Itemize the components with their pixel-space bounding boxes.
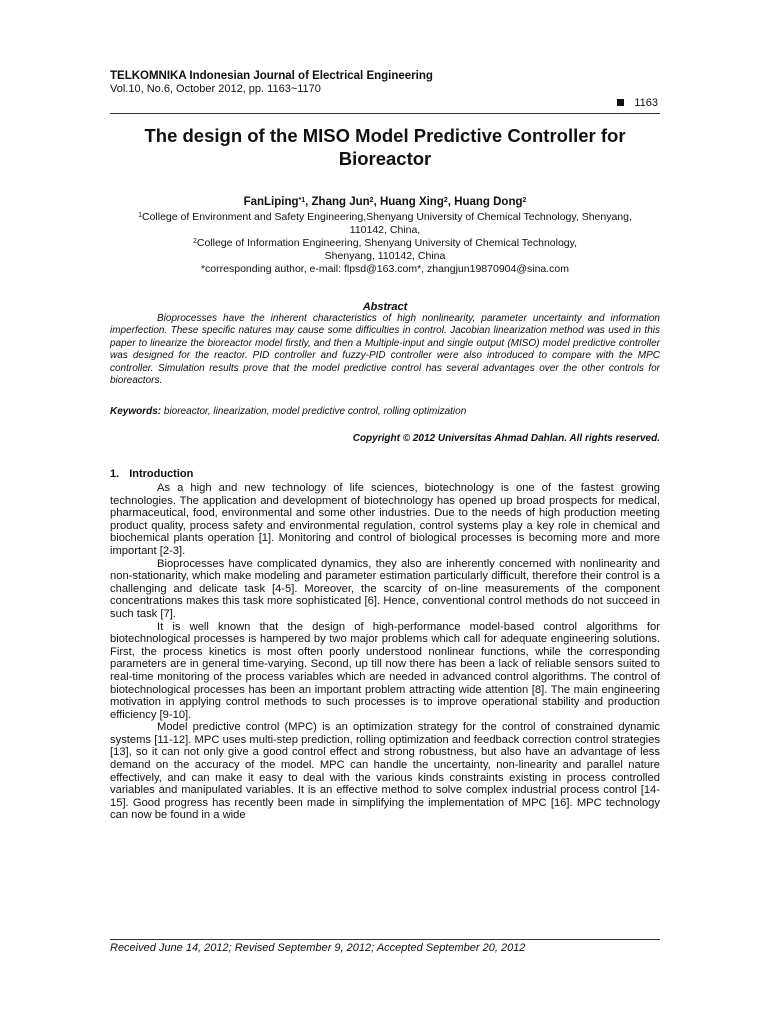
author-affiliation-mark: 2: [522, 197, 527, 204]
journal-name: TELKOMNIKA Indonesian Journal of Electrical Engineering: [110, 70, 433, 82]
author-name: FanLiping: [243, 196, 299, 208]
affiliation-text: College of Environment and Safety Engineering,Shenyang University of Chemical Technology, Shenyang,: [142, 211, 632, 223]
affiliation-1-line-1: [110, 211, 660, 224]
keywords-label: Keywords:: [110, 406, 162, 417]
body-paragraph: Bioprocesses have complicated dynamics, they also are inherently concerned with nonlinearity and non-stationarity, which make modeling and parameter estimation particularly difficult, therefore their control is a challenging and delicate task [4-5]. Moreover, the scarcity of on-line measurements of the component concentrations makes this task more sophisticated [6]. Hence, conventional control methods do not succeed in such task [7].: [110, 557, 660, 620]
page-number-block: [617, 97, 658, 109]
affiliations: [110, 211, 660, 276]
author-name: Huang Xing: [379, 196, 444, 208]
keywords-text: bioreactor, linearization, model predictive control, rolling optimization: [161, 406, 467, 417]
abstract-text: Bioprocesses have the inherent characteristics of high nonlinearity, parameter uncertainty and information imperfection. These specific natures may cause some difficulties in control. Jacobian linearization method was used in this paper to linearize the bioreactor model firstly, and then a Multiple-input and single output (MISO) model predictive controller was designed for the reactor. PID controller and fuzzy-PID controller were also introduced to compare with the MPC controller. Simulation results prove that the model predictive control has several advantages over the other controls for bioreactors.: [110, 313, 660, 387]
affiliation-mark: 1: [138, 212, 142, 219]
copyright-notice: Copyright © 2012 Universitas Ahmad Dahlan. All rights reserved.: [352, 433, 660, 444]
author-separator: ,: [305, 196, 312, 208]
author-affiliation-mark: 2: [369, 197, 374, 204]
section-number: 1.: [110, 468, 120, 480]
body-paragraph: Model predictive control (MPC) is an optimization strategy for the control of constrained dynamic systems [11-12]. MPC uses multi-step prediction, rolling optimization and feedback correction control strategies [13], so it can not only give a good control effect and strong robustness, but also have an advantage of less demand on the accuracy of the model. MPC can handle the uncertainty, non-linearity and parallel nature effectively, and can make it easy to deal with the various kinds constraints existing in process controlled variables and manipulated variables. It is an effective method to solve complex industrial process control [14-15]. Good progress has recently been made in simplifying the implementation of MPC [16]. MPC technology can now be found in a wide: [110, 721, 660, 822]
author-separator: ,: [447, 196, 455, 208]
affiliation-1-line-2: 110142, China,: [349, 224, 421, 236]
header-divider: [110, 113, 660, 114]
square-bullet-icon: [617, 99, 624, 106]
body-paragraph: It is well known that the design of high-performance model-based control algorithms for biotechnological processes is hampered by two major problems which call for adequate engineering solutions. First, the process kinetics is most often poorly understood nonlinear functions, while the corresponding parameters are in general time-varying. Second, up till now there has been a lack of reliable sensors suited to real-time monitoring of the process variables which are needed in advanced control algorithms. The control of biotechnological processes has been an important problem attracting wide attention [8]. The main engineering motivation in applying control methods to such processes is to improve operational stability and production efficiency [9-10].: [110, 620, 660, 721]
affiliation-text: College of Information Engineering, Shenyang University of Chemical Technology,: [196, 237, 578, 249]
footer-divider: [110, 939, 660, 940]
abstract-heading: Abstract: [362, 301, 408, 313]
affiliation-2-line-1: [110, 237, 660, 250]
correspondence-email: *corresponding author, e-mail: flpsd@163.com*, zhangjun19870904@sina.com: [200, 263, 570, 275]
body-paragraph: As a high and new technology of life sciences, biotechnology is one of the fastest growing technologies. The application and development of biotechnology has opened up broad prospects for medical, pharmaceutical, food, environmental and some other industries. Due to the needs of high production meeting product quality, process safety and environmental regulation, control systems play a key role in chemical and biochemical plants operation [1]. Monitoring and control of biological processes is becoming more and more important [2-3].: [110, 482, 660, 557]
author-affiliation-mark: *1: [298, 197, 306, 204]
page-number: 1163: [634, 97, 658, 109]
author-name: Huang Dong: [454, 196, 523, 208]
section-body: [110, 482, 660, 822]
affiliation-mark: 2: [192, 238, 197, 245]
keywords: [110, 406, 660, 417]
author-separator: ,: [373, 196, 380, 208]
volume-info: Vol.10, No.6, October 2012, pp. 1163~1170: [110, 83, 321, 95]
section-heading: [110, 468, 193, 480]
received-dates: Received June 14, 2012; Revised September 9, 2012; Accepted September 20, 2012: [110, 942, 526, 954]
author-list: [110, 196, 660, 208]
section-title: Introduction: [129, 468, 194, 480]
author-name: Zhang Jun: [311, 196, 370, 208]
affiliation-2-line-2: Shenyang, 110142, China: [324, 250, 446, 262]
paper-title: The design of the MISO Model Predictive Controller for Bioreactor: [144, 125, 626, 169]
author-affiliation-mark: 2: [443, 197, 448, 204]
